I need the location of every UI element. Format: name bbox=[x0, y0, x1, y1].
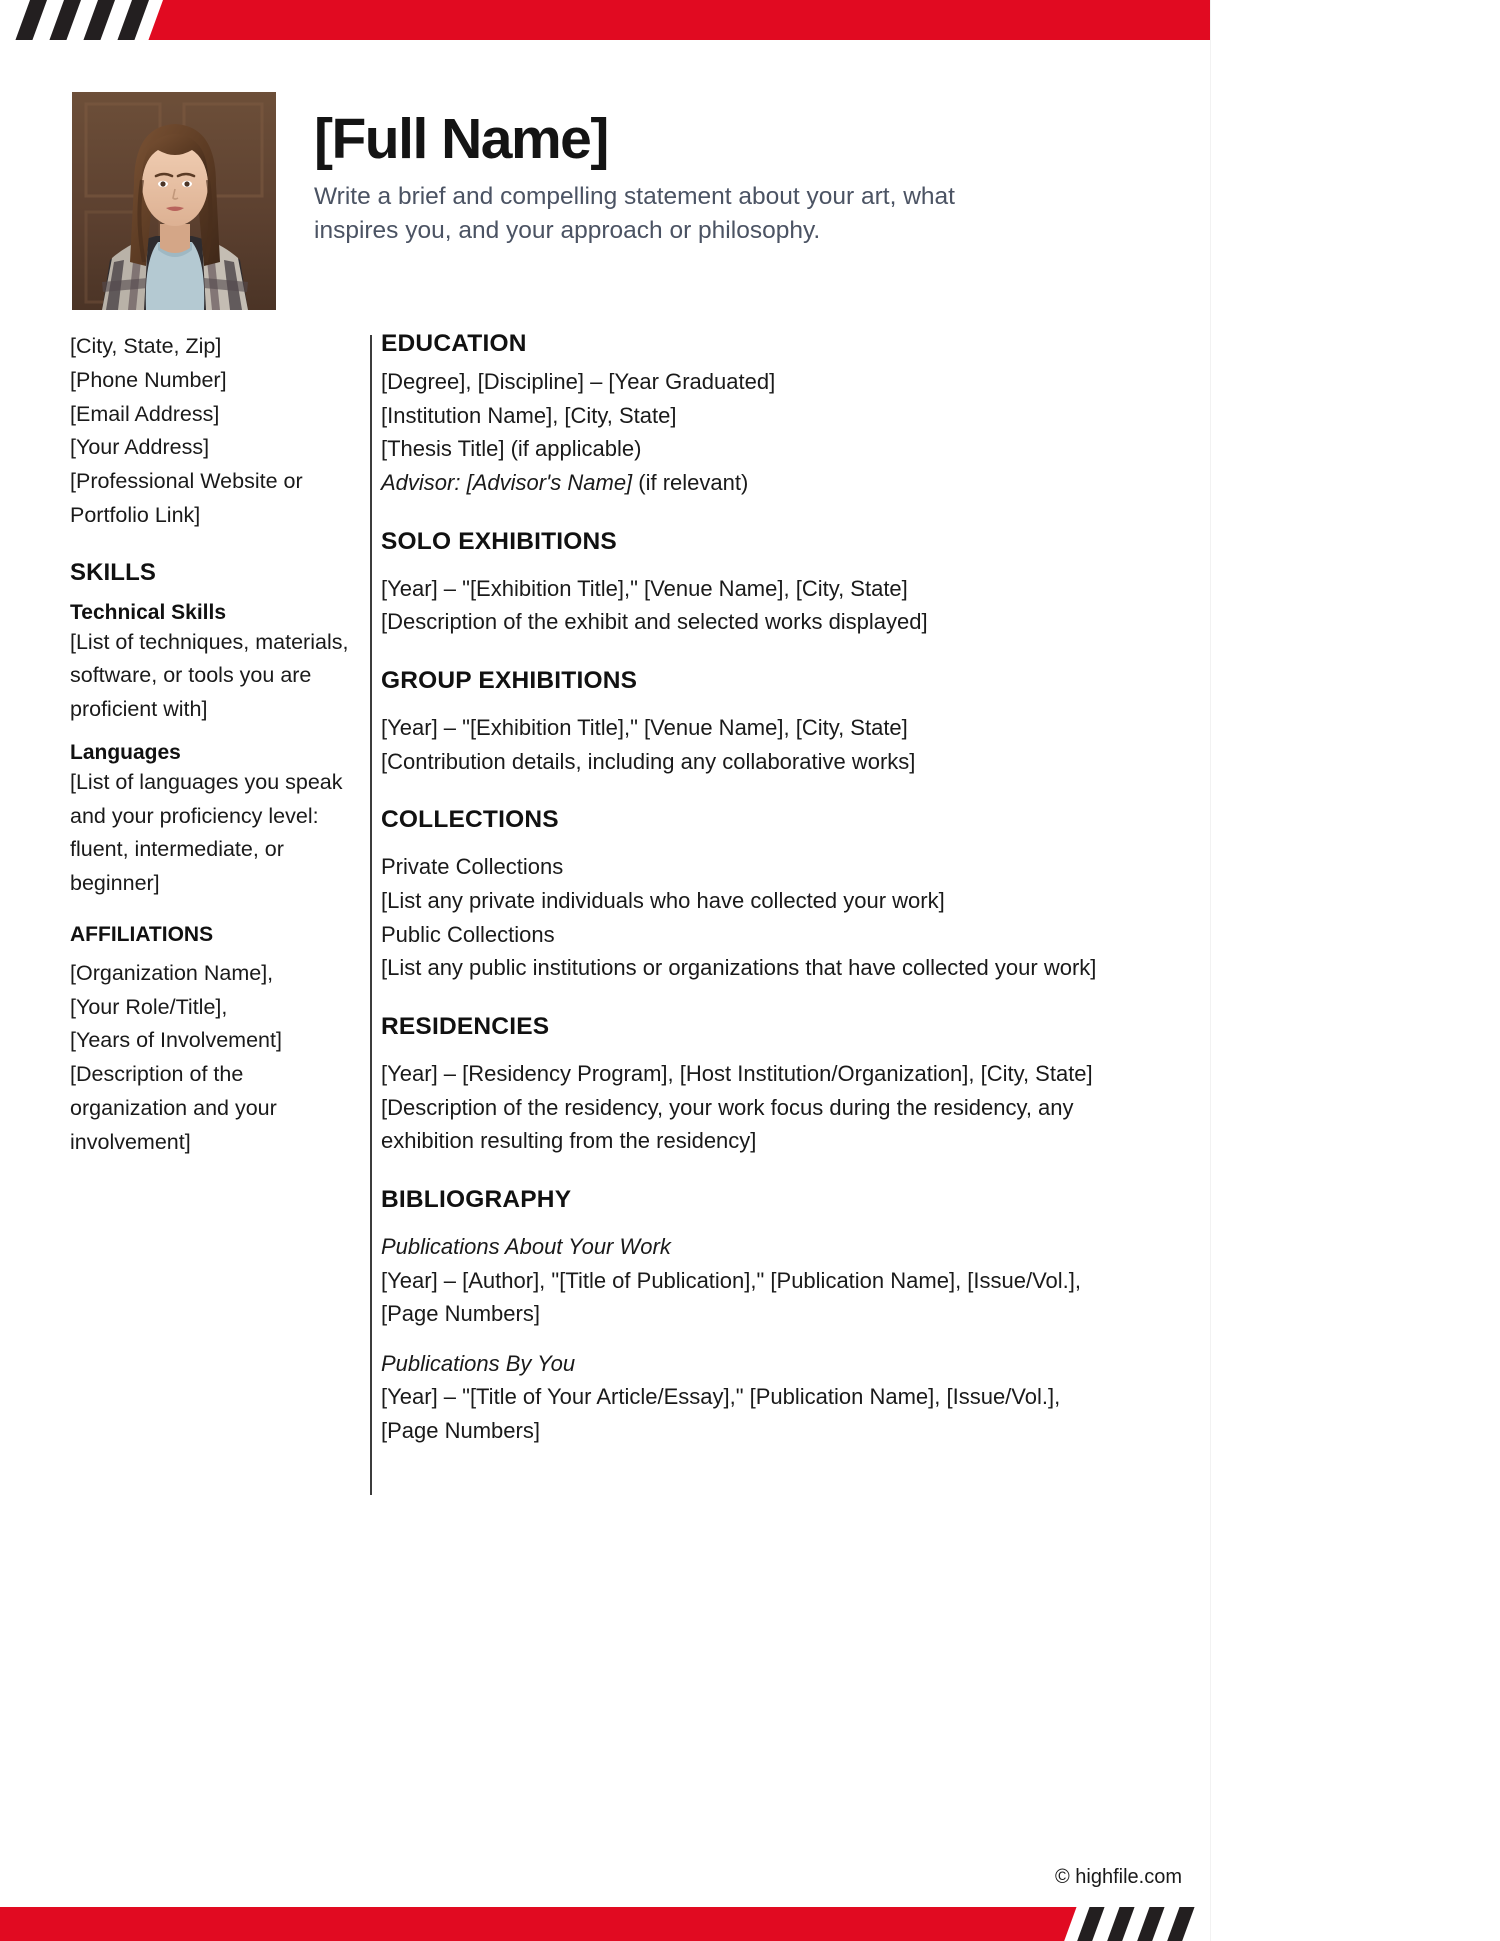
languages-line: beginner] bbox=[70, 871, 160, 895]
sidebar-column bbox=[70, 330, 360, 1159]
footer-accent-band bbox=[0, 1907, 1210, 1941]
technical-skills-line: software, or tools you are bbox=[70, 663, 312, 688]
affiliations-line: [Description of the bbox=[70, 1062, 244, 1086]
advisor-plain-text: (if relevant) bbox=[632, 469, 749, 495]
section-heading-affiliations: AFFILIATIONS bbox=[70, 922, 214, 946]
residency-line: exhibition resulting from the residency] bbox=[381, 1128, 757, 1154]
residency-line: [Description of the residency, your work focus during the residency, any bbox=[381, 1094, 1074, 1120]
contact-line: Portfolio Link] bbox=[70, 502, 201, 527]
contact-line: [Professional Website or bbox=[70, 469, 303, 493]
technical-skills-line: [List of techniques, materials, bbox=[70, 629, 349, 654]
page-title: [Full Name] bbox=[314, 107, 608, 171]
spacer bbox=[381, 1048, 1121, 1057]
contact-line: [Phone Number] bbox=[70, 367, 227, 392]
main-column bbox=[381, 330, 1121, 1448]
footer-credit: © highfile.com bbox=[1054, 1866, 1182, 1888]
spacer bbox=[381, 1221, 1121, 1230]
portrait-photo-icon bbox=[72, 92, 276, 310]
bibliography-about-line: [Year] – [Author], "[Title of Publication]," [Publication Name], [Issue/Vol.], bbox=[381, 1267, 1082, 1293]
spacer bbox=[381, 1331, 1121, 1347]
private-collections-desc: [List any private individuals who have collected your work] bbox=[381, 887, 945, 913]
solo-exhibition-line: [Year] – "[Exhibition Title]," [Venue Name], [City, State] bbox=[381, 575, 908, 601]
resume-header bbox=[72, 92, 1132, 310]
artist-statement-line-2: inspires you, and your approach or philosophy. bbox=[314, 216, 821, 244]
education-line: [Degree], [Discipline] – [Year Graduated] bbox=[381, 369, 776, 394]
affiliations-line: involvement] bbox=[70, 1129, 191, 1154]
solo-exhibition-line: [Description of the exhibit and selected works displayed] bbox=[381, 609, 928, 635]
section-heading-solo-exhibitions: SOLO EXHIBITIONS bbox=[381, 527, 617, 555]
header-text-block bbox=[314, 92, 1132, 247]
group-exhibition-line: [Year] – "[Exhibition Title]," [Venue Name], [City, State] bbox=[381, 714, 908, 740]
artist-statement-line-1: Write a brief and compelling statement about your art, what bbox=[314, 182, 955, 210]
contact-line: [Your Address] bbox=[70, 435, 210, 460]
column-divider bbox=[370, 335, 372, 1495]
education-advisor-line bbox=[381, 466, 1121, 500]
section-heading-skills: SKILLS bbox=[70, 558, 156, 586]
technical-skills-line: proficient with] bbox=[70, 697, 208, 721]
languages-line: [List of languages you speak bbox=[70, 769, 343, 794]
education-line: [Thesis Title] (if applicable) bbox=[381, 436, 642, 462]
private-collections-label: Private Collections bbox=[381, 854, 564, 880]
bibliography-byyou-line: [Page Numbers] bbox=[381, 1418, 540, 1444]
affiliations-line: [Years of Involvement] bbox=[70, 1028, 282, 1053]
residency-line: [Year] – [Residency Program], [Host Institution/Organization], [City, State] bbox=[381, 1060, 1093, 1086]
affiliations-line: [Your Role/Title], bbox=[70, 994, 228, 1019]
languages-line: fluent, intermediate, or bbox=[70, 837, 284, 862]
bibliography-about-line: [Page Numbers] bbox=[381, 1301, 540, 1327]
bibliography-about-label: Publications About Your Work bbox=[381, 1233, 671, 1259]
section-heading-group-exhibitions: GROUP EXHIBITIONS bbox=[381, 666, 638, 694]
bibliography-byyou-line: [Year] – "[Title of Your Article/Essay]," [Publication Name], [Issue/Vol.], bbox=[381, 1384, 1061, 1410]
section-heading-residencies: RESIDENCIES bbox=[381, 1012, 550, 1040]
spacer bbox=[70, 948, 360, 957]
spacer bbox=[381, 702, 1121, 711]
header-accent-band bbox=[0, 0, 1210, 40]
languages-line: and your proficiency level: bbox=[70, 803, 319, 828]
contact-line: [Email Address] bbox=[70, 401, 220, 426]
section-heading-collections: COLLECTIONS bbox=[381, 806, 559, 834]
subheading-languages: Languages bbox=[70, 740, 181, 764]
affiliations-line: [Organization Name], bbox=[70, 960, 274, 985]
spacer bbox=[381, 841, 1121, 850]
artist-statement bbox=[314, 180, 1014, 248]
section-heading-bibliography: BIBLIOGRAPHY bbox=[381, 1185, 572, 1213]
bibliography-byyou-label: Publications By You bbox=[381, 1350, 576, 1376]
avatar bbox=[72, 92, 276, 310]
section-heading-education: EDUCATION bbox=[381, 330, 527, 357]
education-line: [Institution Name], [City, State] bbox=[381, 402, 677, 428]
subheading-technical-skills: Technical Skills bbox=[70, 600, 227, 624]
public-collections-label: Public Collections bbox=[381, 921, 555, 947]
public-collections-desc: [List any public institutions or organizations that have collected your work] bbox=[381, 955, 1097, 981]
contact-line: [City, State, Zip] bbox=[70, 334, 222, 358]
spacer bbox=[381, 563, 1121, 572]
affiliations-line: organization and your bbox=[70, 1095, 277, 1120]
advisor-italic-text: Advisor: [Advisor's Name] bbox=[381, 469, 633, 495]
group-exhibition-line: [Contribution details, including any collaborative works] bbox=[381, 748, 916, 774]
